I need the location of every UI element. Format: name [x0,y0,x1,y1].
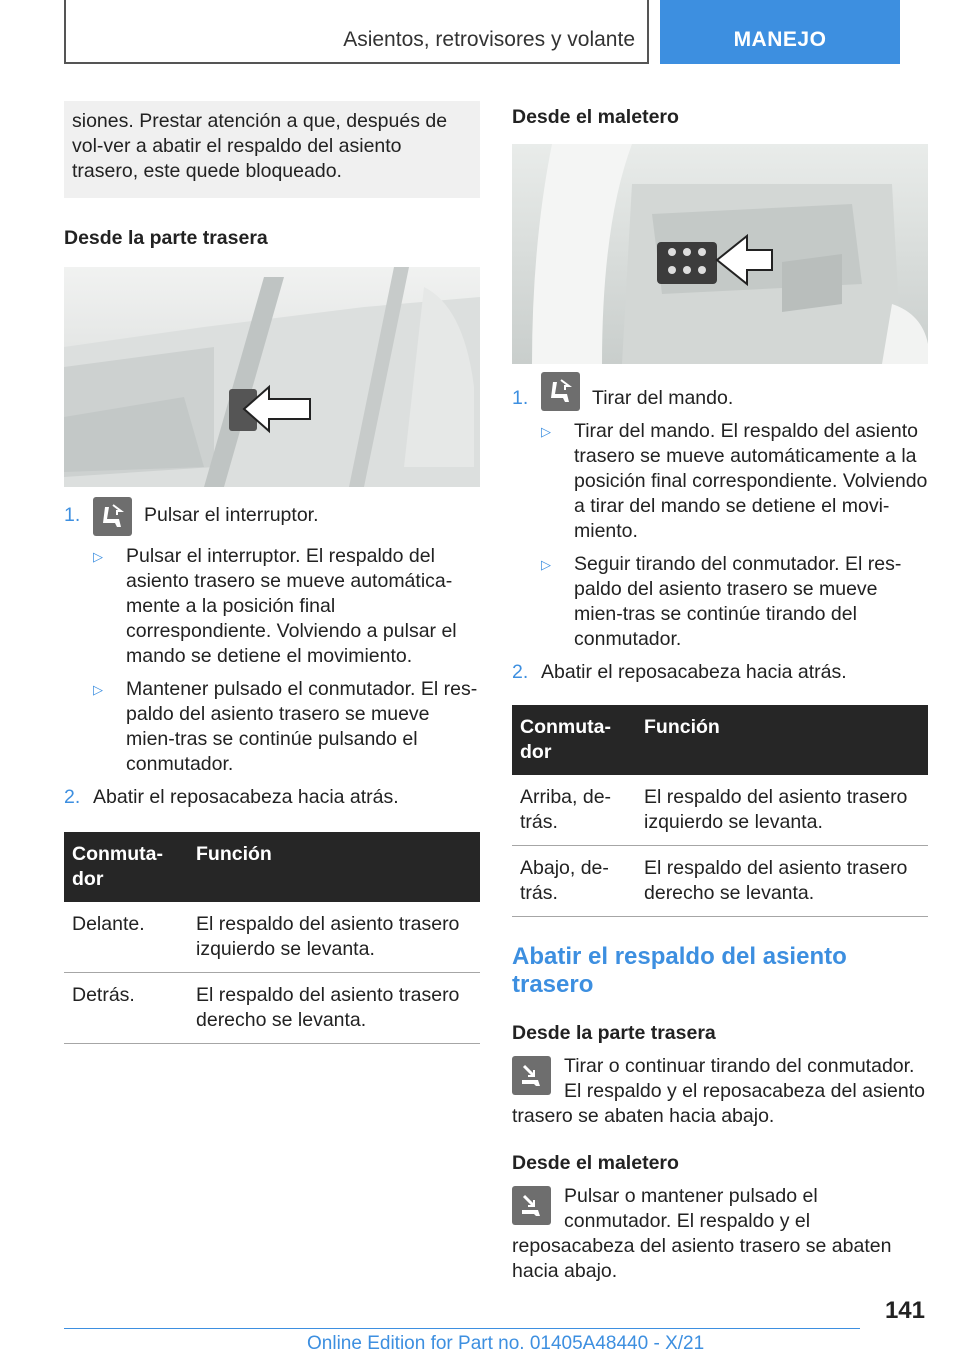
table-cell-function: El respaldo del asiento trasero izquierdo se levanta. [188,902,480,973]
step-number: 2. [64,786,81,808]
left-step-1-text: Pulsar el interruptor. [144,504,319,526]
right-step-2 [512,660,928,685]
bullet-marker: ▷ [541,557,551,572]
left-heading: Desde la parte trasera [64,227,268,249]
bullet-marker: ▷ [541,424,551,439]
table-header-function: Función [636,705,928,775]
step-number: 1. [64,504,81,526]
seat-fold-icon [512,1056,551,1095]
right-bullet-2 [512,552,928,652]
right-step-1 [512,386,928,411]
right-sub1-text: Tirar o continuar tirando del conmutador. El respaldo y el reposacabeza del asiento trasero se abaten hacia abajo. [512,1055,925,1127]
header-section-title: Asientos, retrovisores y volante [343,28,635,51]
step-number: 1. [512,387,529,409]
right-heading: Desde el maletero [512,106,679,128]
seat-fold-icon [512,1186,551,1225]
right-bullet-1-text: Tirar del mando. El respaldo del asiento trasero se mueve automáticamente a la posición final correspondiente. Volviendo a tirar del mando se detiene el movi-miento. [574,420,928,542]
table-cell-switch: Arriba, de-trás. [512,775,636,846]
right-sub1-paragraph [512,1054,928,1129]
left-step-2-text: Abatir el reposacabeza hacia atrás. [93,786,399,808]
right-step-2-text: Abatir el reposacabeza hacia atrás. [541,661,847,683]
right-column [512,105,928,1284]
left-step-1 [64,503,480,536]
note-text: siones. Prestar atención a que, después de vol-ver a abatir el respaldo del asiento trasero, este quede bloqueado. [72,110,448,182]
note-box [64,101,480,198]
step-number: 2. [512,661,529,683]
footer-edition: Online Edition for Part no. 01405A48440 - X/21 [307,1333,705,1354]
rear-seat-photo [64,267,480,487]
right-sub2-paragraph [512,1184,928,1284]
table-header-switch: Conmuta-dor [64,832,188,902]
right-sub1-heading: Desde la parte trasera [512,1022,716,1044]
table-cell-function: El respaldo del asiento trasero izquierdo se levanta. [636,775,928,846]
table-row [64,973,480,1044]
table-cell-function: El respaldo del asiento trasero derecho se levanta. [636,846,928,917]
left-function-table [64,832,480,1044]
right-step-1-text: Tirar del mando. [592,387,734,409]
header-section-box [64,0,649,64]
left-column [64,101,480,1044]
left-bullet-2-text: Mantener pulsado el conmutador. El res-paldo del asiento trasero se mueve mien-tras se continúe pulsando el conmutador. [126,678,478,775]
table-cell-switch: Delante. [64,902,188,973]
left-bullet-2 [64,677,480,777]
table-cell-switch: Abajo, de-trás. [512,846,636,917]
table-cell-function: El respaldo del asiento trasero derecho se levanta. [188,973,480,1044]
right-sub2-text: Pulsar o mantener pulsado el conmutador. El respaldo y el reposacabeza del asiento trasero se abaten hacia abajo. [512,1185,892,1282]
left-bullet-1-text: Pulsar el interruptor. El respaldo del asiento trasero se mueve automática-mente a la posición final correspondiente. Volviendo a pulsar el mando se detiene el movimiento. [126,545,457,667]
footer-divider [64,1328,860,1329]
right-function-table [512,705,928,917]
seat-backrest-icon [93,497,132,536]
header-chapter-label: MANEJO [733,28,827,51]
trunk-photo [512,144,928,364]
seat-backrest-icon [541,372,580,411]
right-bullet-2-text: Seguir tirando del conmutador. El res-paldo del asiento trasero se mueve mien-tras se continúe tirando del conmutador. [574,553,902,650]
table-row [512,775,928,846]
page-number: 141 [884,1297,925,1324]
table-row [512,846,928,917]
right-sub2-heading: Desde el maletero [512,1152,679,1174]
left-step-2 [64,785,480,810]
table-header-function: Función [188,832,480,902]
table-header-switch: Conmuta-dor [512,705,636,775]
right-bullet-1 [512,419,928,544]
section-title: Abatir el respaldo del asiento trasero [512,943,847,998]
rear-seat-illustration [64,267,480,487]
bullet-marker: ▷ [93,682,103,697]
table-row [64,902,480,973]
trunk-illustration [512,144,928,364]
left-bullet-1 [64,544,480,669]
header-chapter-tab[interactable] [660,0,900,64]
bullet-marker: ▷ [93,549,103,564]
table-cell-switch: Detrás. [64,973,188,1044]
